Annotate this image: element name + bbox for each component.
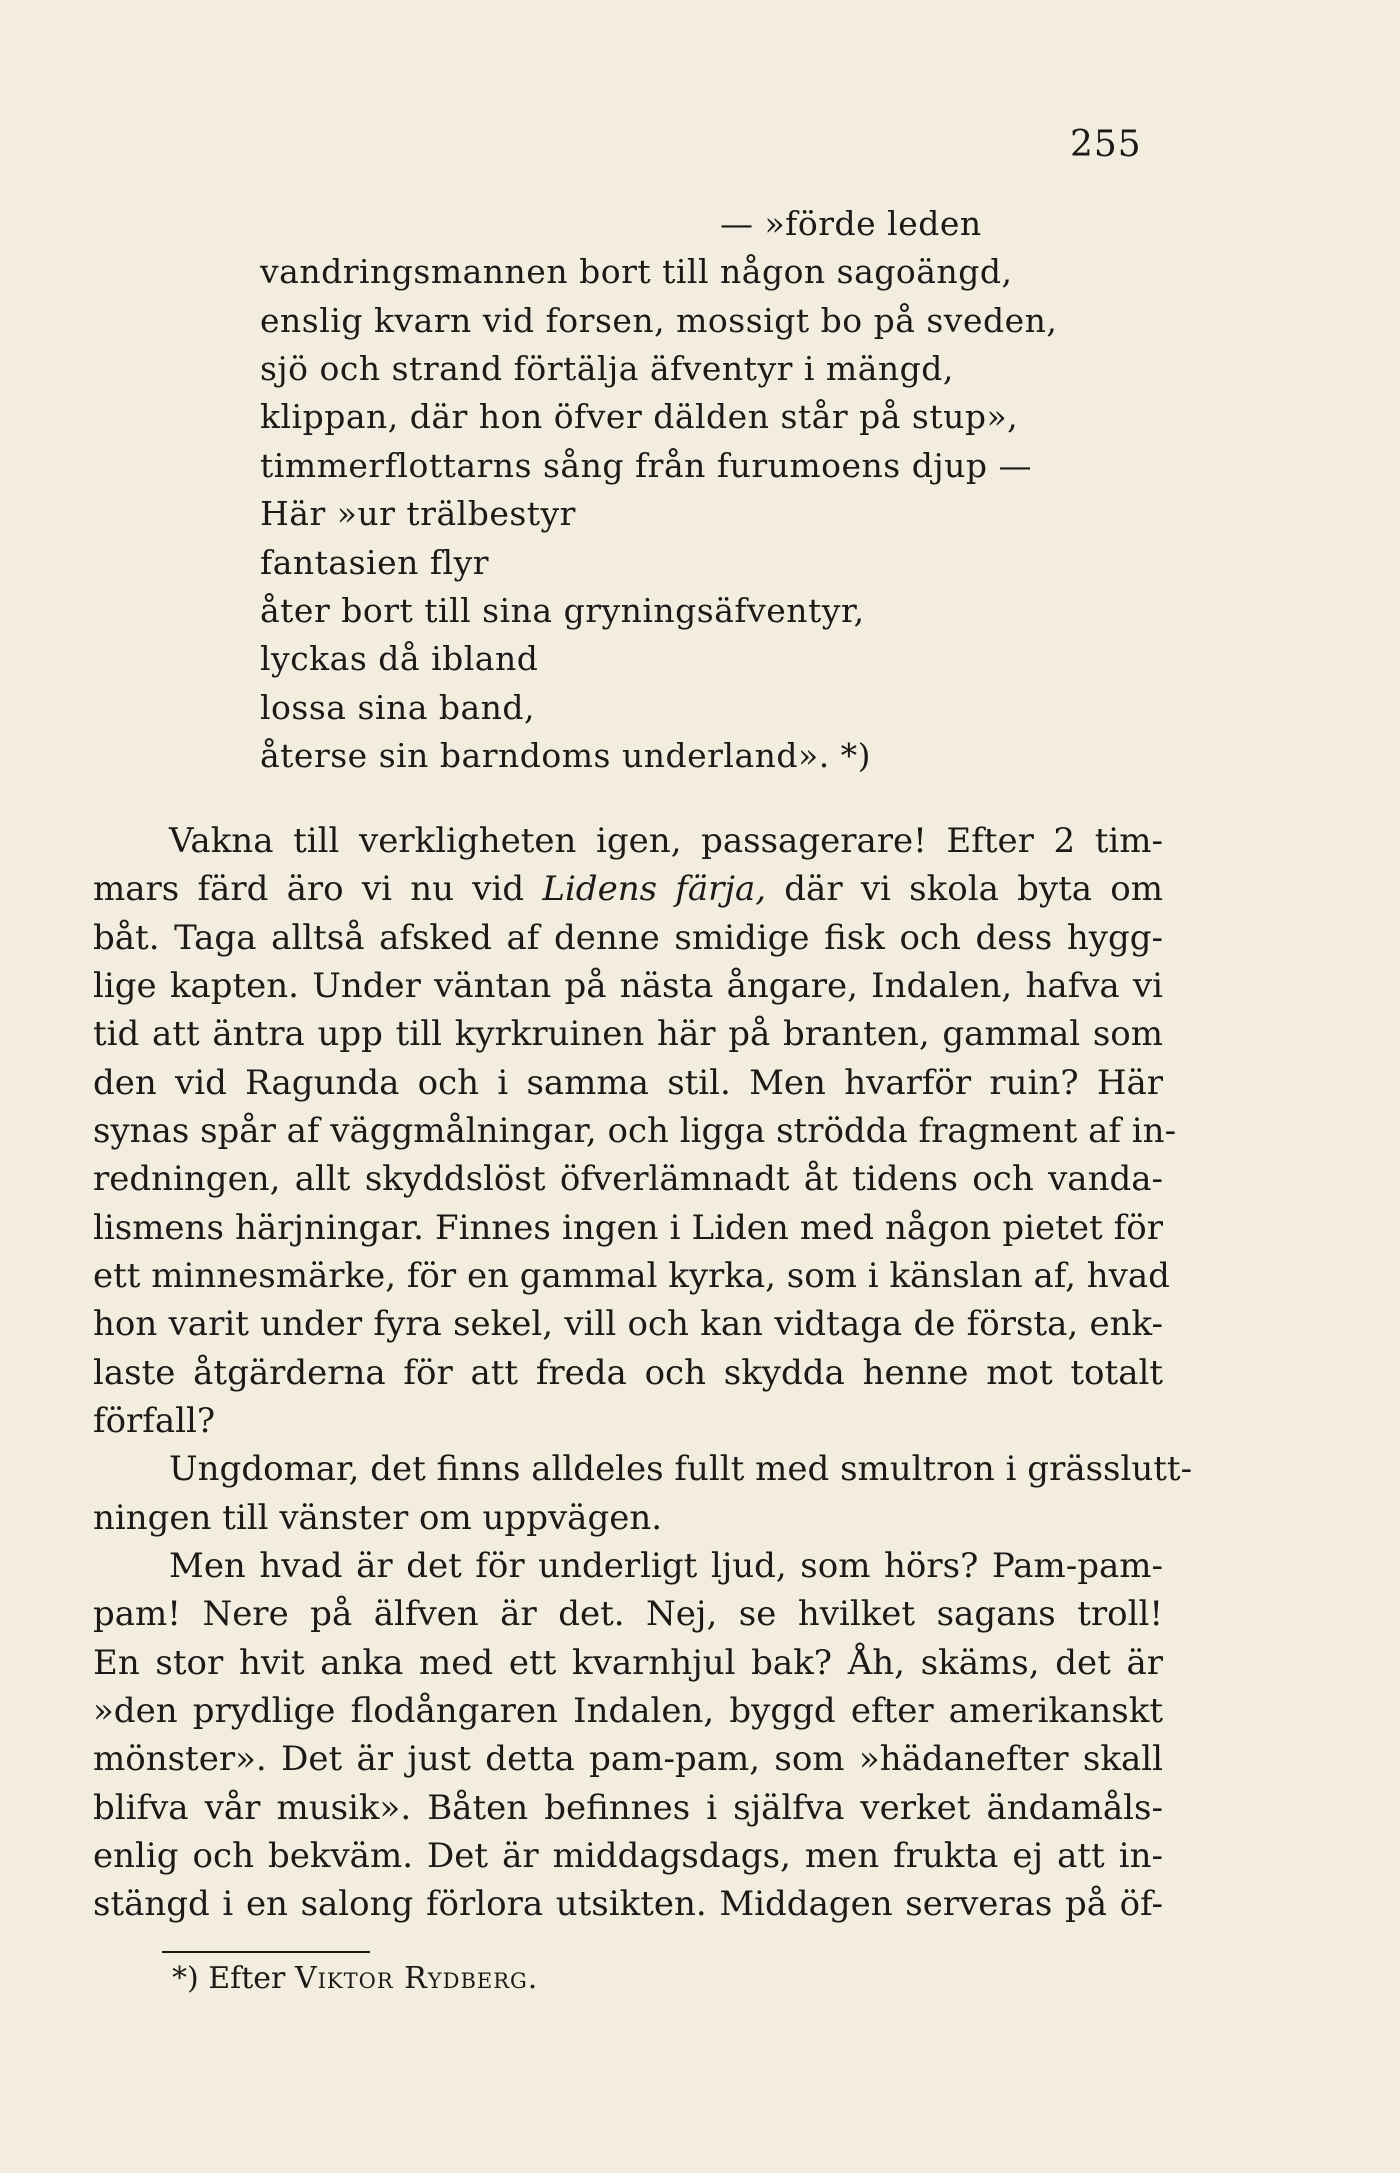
prose-line: båt. Taga alltså afsked af denne smidige fisk och dess hygg-: [93, 918, 1163, 958]
prose-line: lige kapten. Under väntan på nästa ångare, Indalen, hafva vi: [93, 966, 1163, 1006]
prose-line: »den prydlige flodångaren Indalen, byggd efter amerikanskt: [93, 1691, 1163, 1731]
poem-line: vandringsmannen bort till någon sagoängd,: [260, 252, 1013, 291]
prose-line: Men hvad är det för underligt ljud, som hörs? Pam-pam-: [169, 1546, 1163, 1586]
footnote-divider: [162, 1951, 370, 1953]
footnote-marker: *) Efter: [172, 1961, 286, 1996]
prose-line: ningen till vänster om uppvägen.: [93, 1498, 663, 1538]
prose-line: laste åtgärderna för att freda och skydda henne mot totalt: [93, 1353, 1163, 1393]
poem-line: enslig kvarn vid forsen, mossigt bo på sveden,: [260, 301, 1058, 340]
prose-line: hon varit under fyra sekel, vill och kan vidtaga de första, enk-: [93, 1304, 1163, 1344]
prose-line: ett minnesmärke, för en gammal kyrka, som i känslan af, hvad: [93, 1256, 1170, 1296]
footnote-author: Viktor Rydberg.: [294, 1961, 539, 1996]
prose-line: tid att äntra upp till kyrkruinen här på branten, gammal som: [93, 1014, 1163, 1054]
prose-line: blifva vår musik». Båten befinnes i själfva verket ändamåls-: [93, 1788, 1163, 1828]
prose-line: mars färd äro vi nu vid Lidens färja, där vi skola byta om: [93, 869, 1163, 909]
prose-line: redningen, allt skyddslöst öfverlämnadt åt tidens och vanda-: [93, 1159, 1163, 1199]
poem-line: — »förde leden: [720, 204, 982, 243]
prose-line: enlig och bekväm. Det är middagsdags, men frukta ej att in-: [93, 1836, 1163, 1876]
footnote: [172, 1961, 538, 1996]
poem-line: Här »ur trälbestyr: [260, 494, 576, 533]
prose-line: Ungdomar, det finns alldeles fullt med smultron i grässlutt-: [169, 1449, 1193, 1489]
poem-line: timmerflottarns sång från furumoens djup —: [260, 446, 1032, 485]
prose-line: lismens härjningar. Finnes ingen i Liden med någon pietet för: [93, 1208, 1163, 1248]
poem-line: sjö och strand förtälja äfventyr i mängd,: [260, 349, 954, 388]
poem-line: återse sin barndoms underland». *): [260, 736, 872, 775]
poem-line: fantasien flyr: [260, 543, 490, 582]
poem-line: klippan, där hon öfver dälden står på stup»,: [260, 397, 1019, 436]
prose-line: pam! Nere på älfven är det. Nej, se hvilket sagans troll!: [93, 1594, 1163, 1634]
prose-line: Vakna till verkligheten igen, passagerare! Efter 2 tim-: [169, 821, 1163, 861]
page-number: 255: [1070, 124, 1142, 165]
prose-line: den vid Ragunda och i samma stil. Men hvarför ruin? Här: [93, 1063, 1163, 1103]
poem-line: åter bort till sina gryningsäfventyr,: [260, 591, 865, 630]
prose-line: mönster». Det är just detta pam-pam, som »hädanefter skall: [93, 1739, 1163, 1779]
poem-line: lossa sina band,: [260, 688, 536, 727]
prose-line: synas spår af väggmålningar, och ligga strödda fragment af in-: [93, 1111, 1177, 1151]
poem-line: lyckas då ibland: [260, 639, 539, 678]
prose-line: förfall?: [93, 1401, 216, 1441]
prose-line: En stor hvit anka med ett kvarnhjul bak? Åh, skäms, det är: [93, 1643, 1163, 1683]
place-name-italic: Lidens färja,: [542, 869, 767, 909]
prose-line: stängd i en salong förlora utsikten. Middagen serveras på öf-: [93, 1884, 1163, 1924]
